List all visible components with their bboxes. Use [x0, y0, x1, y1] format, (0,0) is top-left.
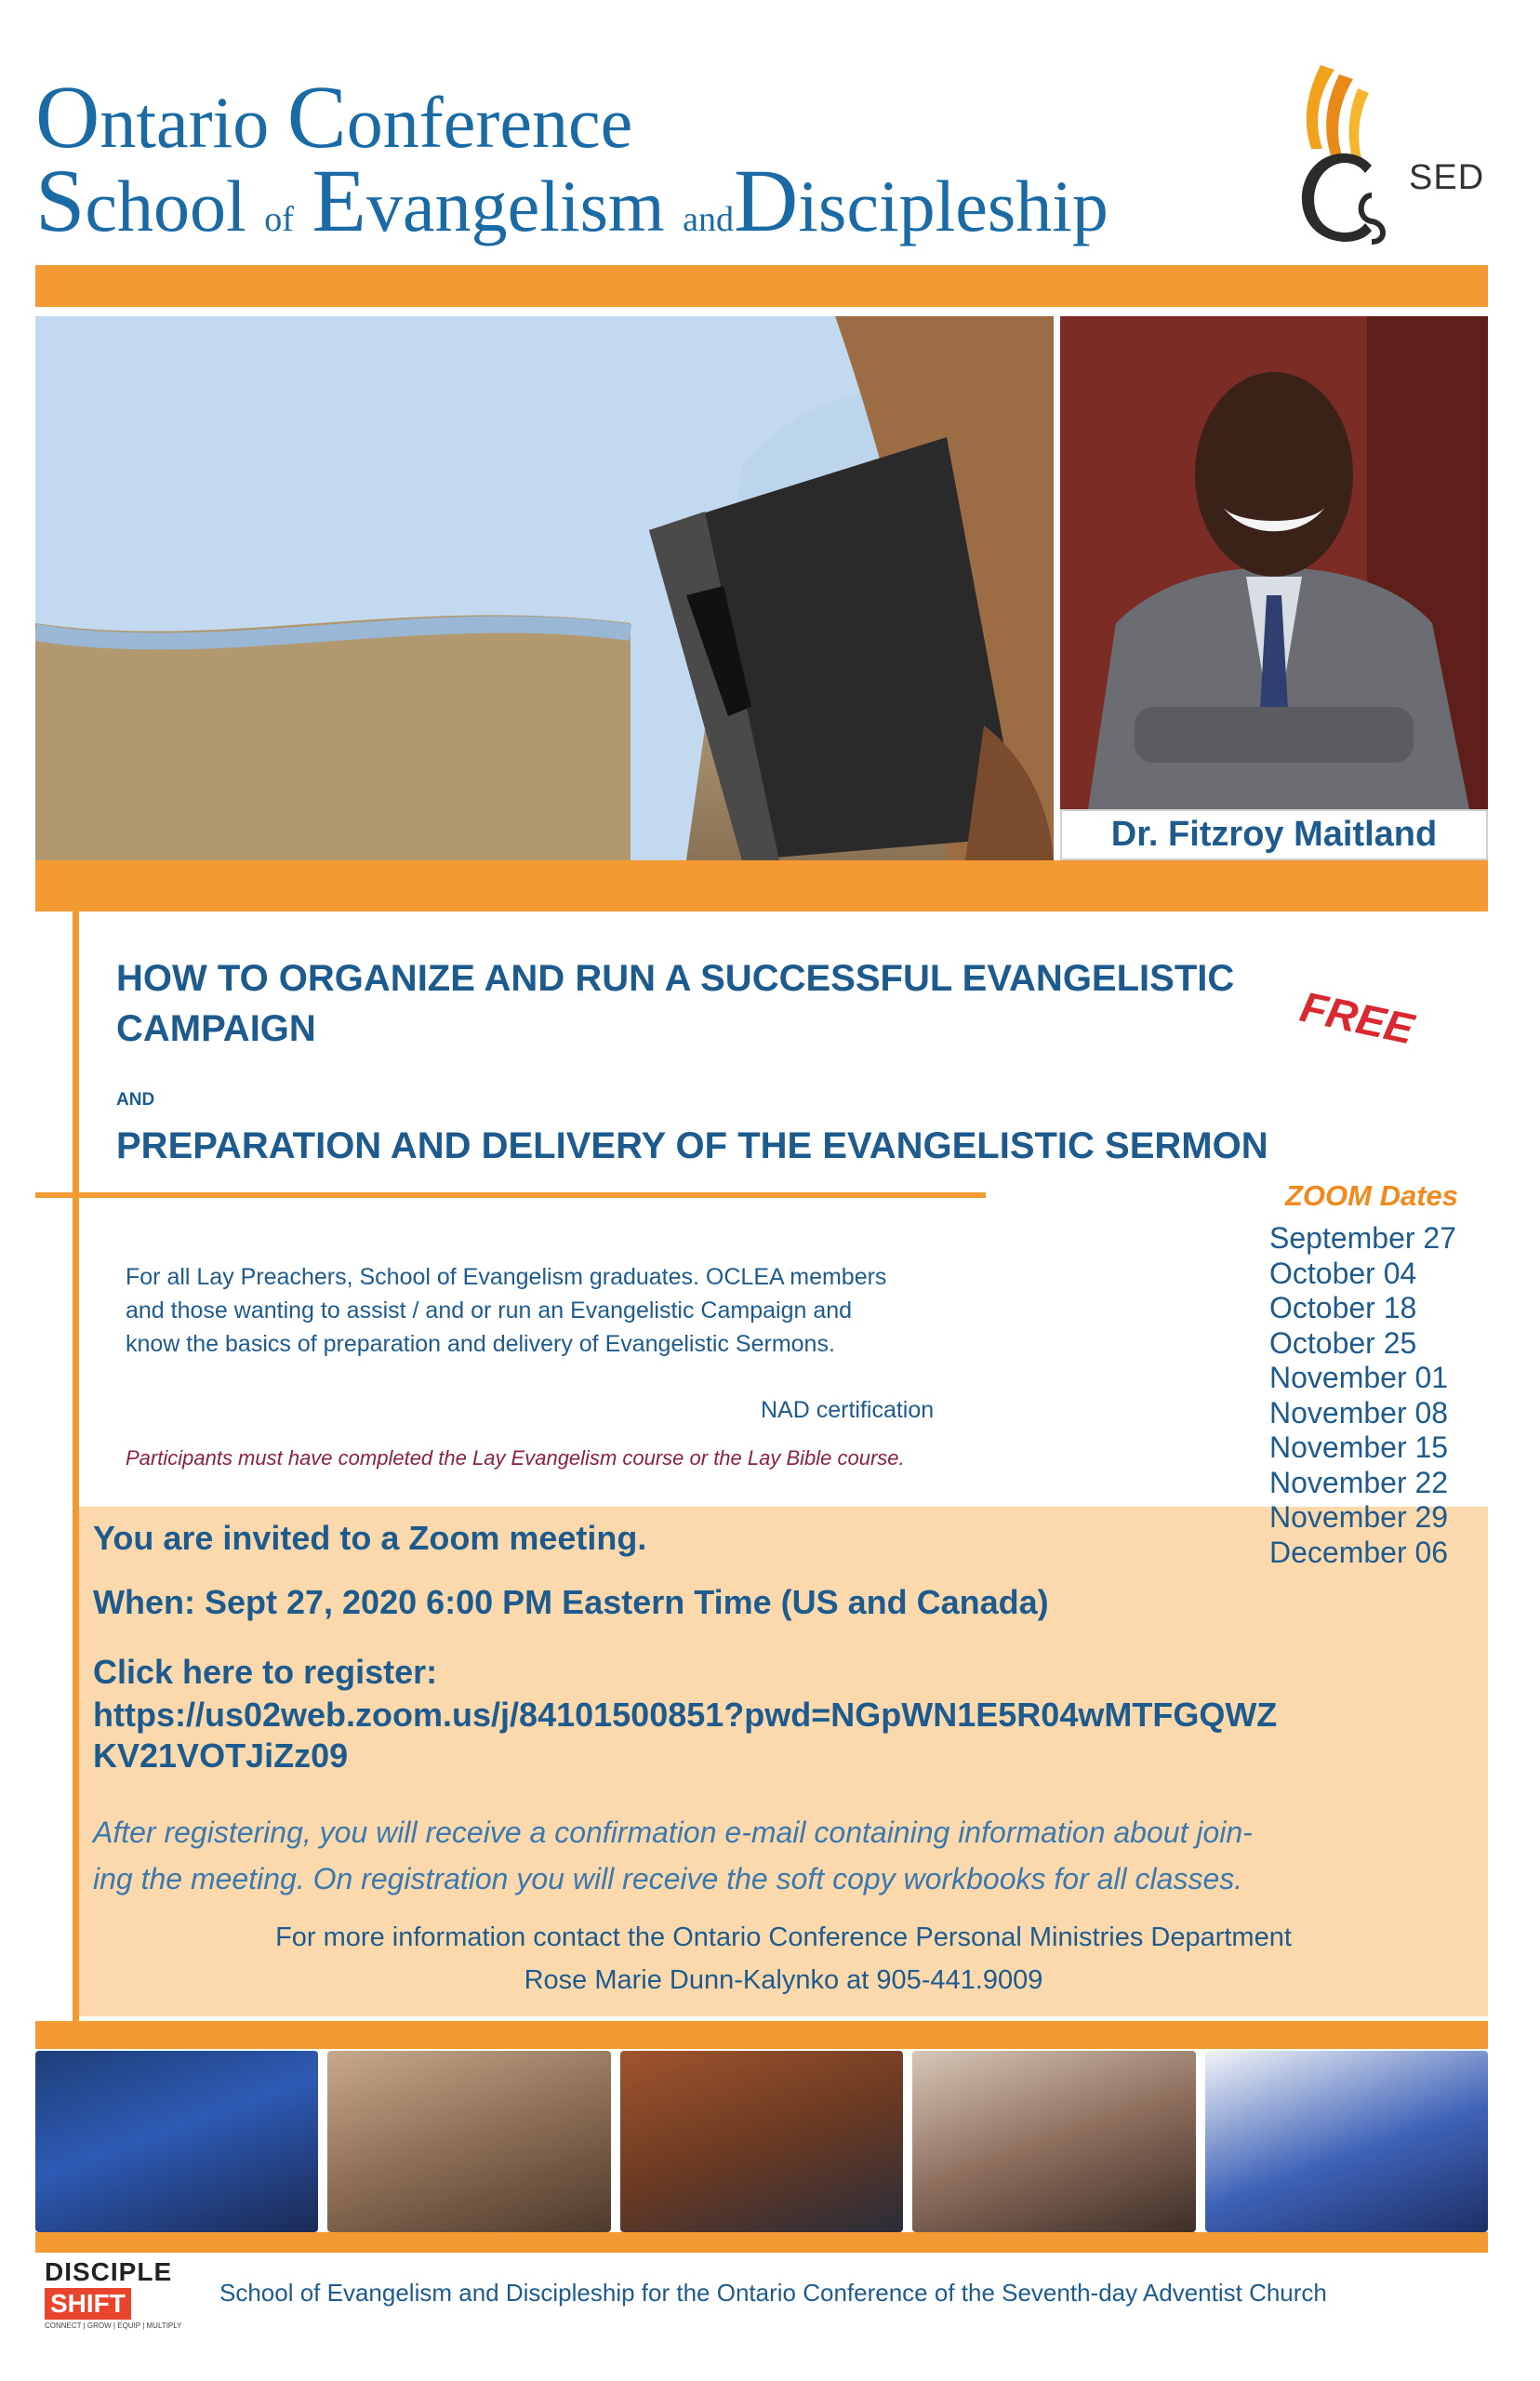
footer-orange-bar	[35, 2232, 1488, 2253]
conference-title-line1: Ontario Conference	[35, 67, 633, 166]
zoom-date: November 22	[1269, 1465, 1449, 1499]
zoom-date: November 15	[1269, 1430, 1449, 1464]
and-label: AND	[116, 1090, 155, 1110]
zoom-date: December 06	[1269, 1535, 1449, 1569]
register-link[interactable]: https://us02web.zoom.us/j/84101500851?pwd=NGpWN1E5R04wMTFGQWZ KV21VOTJiZz09	[93, 1696, 1278, 1775]
preacher-photo	[620, 2051, 903, 2232]
participants-requirement: Participants must have completed the Lay Evangelism course or the Lay Bible course.	[126, 1446, 905, 1470]
course-description: For all Lay Preachers, School of Evangelism graduates. OCLEA members and those wanting to assist / and or run an Evangelistic Campaign and know the basics of preparation and delivery of Evangelistic Sermons.	[126, 1264, 887, 1357]
conference-title-line2: School of Evangelism andDiscipleship	[35, 151, 1109, 250]
free-badge: FREE	[1295, 981, 1418, 1054]
contact-info: For more information contact the Ontario Conference Personal Ministries Department Rose Marie Dunn-Kalynko at 905-441.9009	[275, 1922, 1292, 1995]
zoom-date: September 27	[1269, 1221, 1457, 1255]
speaker-name-caption: Dr. Fitzroy Maitland	[1060, 809, 1488, 860]
speaker-photo	[1060, 316, 1488, 809]
zoom-dates-label: ZOOM Dates	[1285, 1179, 1459, 1212]
bible-illustration	[35, 316, 1054, 860]
zoom-invite: You are invited to a Zoom meeting.	[93, 1519, 647, 1557]
bible-photo	[35, 316, 1054, 860]
register-label: Click here to register:	[93, 1653, 438, 1691]
meeting-time: When: Sept 27, 2020 6:00 PM Eastern Time (US and Canada)	[93, 1583, 1049, 1621]
course-heading-1: HOW TO ORGANIZE AND RUN A SUCCESSFUL EVANGELISTIC CAMPAIGN	[116, 958, 1235, 1049]
photo-bottom-orange-bar	[35, 860, 1488, 911]
zoom-date: October 18	[1269, 1291, 1417, 1324]
graduates-photo	[1205, 2051, 1488, 2232]
nad-certification: NAD certification	[761, 1397, 935, 1423]
top-orange-bar	[35, 265, 1488, 307]
graduation-photo	[35, 2051, 318, 2232]
zoom-date: November 29	[1269, 1500, 1449, 1534]
strip-top-orange-bar	[35, 2021, 1488, 2049]
after-registering-note: After registering, you will receive a confirmation e-mail containing information about join- ing the meeting. On registration you will receive the soft copy workbooks for all classes.	[93, 1816, 1253, 1895]
speaker-illustration	[1060, 316, 1488, 809]
photo-strip	[35, 2051, 1488, 2232]
vertical-orange-rule	[73, 911, 79, 2037]
ocsed-logo	[1255, 56, 1479, 251]
course-heading-2: PREPARATION AND DELIVERY OF THE EVANGELISTIC SERMON	[116, 1125, 1268, 1166]
zoom-date: November 08	[1269, 1395, 1449, 1430]
zoom-dates-list	[1269, 1221, 1456, 1570]
horizontal-orange-rule	[35, 1192, 986, 1198]
zoom-date: October 04	[1269, 1256, 1417, 1290]
audience-photo	[327, 2051, 610, 2232]
students-photo	[912, 2051, 1195, 2232]
disciple-shift-logo: DISCIPLE SHIFT CONNECT | GROW | EQUIP | MULTIPLY	[45, 2257, 182, 2330]
zoom-date: October 25	[1269, 1325, 1417, 1360]
logo-text: SED	[1409, 158, 1485, 197]
zoom-date: November 01	[1269, 1361, 1449, 1394]
footer-text: School of Evangelism and Discipleship for the Ontario Conference of the Seventh-day Adventist Church	[219, 2279, 1327, 2307]
